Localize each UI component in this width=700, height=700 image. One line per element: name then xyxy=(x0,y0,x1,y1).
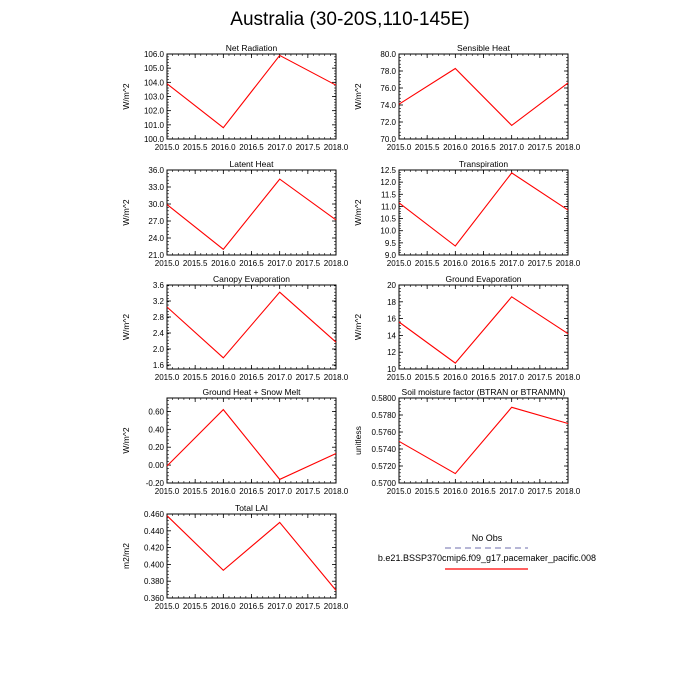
y-tick-label: 3.2 xyxy=(152,297,164,306)
y-axis-label: m2/m2 xyxy=(121,543,131,569)
y-tick-label: 11.0 xyxy=(381,202,396,212)
y-tick-label: 0.5720 xyxy=(371,462,396,471)
panel-title: Soil moisture factor (BTRAN or BTRANMN) xyxy=(401,387,566,397)
x-tick-label: 2016.0 xyxy=(443,259,468,268)
y-tick-label: 101.0 xyxy=(143,120,164,130)
x-tick-label: 2017.5 xyxy=(527,259,553,268)
panel-title: Net Radiation xyxy=(225,43,278,53)
x-tick-label: 2015.0 xyxy=(386,373,412,382)
x-tick-label: 2015.5 xyxy=(182,143,208,152)
y-axis-label: W/m^2 xyxy=(121,427,131,454)
x-tick-label: 2016.0 xyxy=(443,143,468,152)
x-tick-label: 2016.0 xyxy=(211,143,236,152)
y-tick-label: 76.0 xyxy=(380,84,396,93)
y-tick-label: 103.0 xyxy=(143,92,164,102)
y-tick-label: 9.0 xyxy=(384,251,396,260)
panel-title: Latent Heat xyxy=(229,159,274,169)
y-tick-label: 0.5760 xyxy=(371,428,396,437)
x-tick-label: 2017.5 xyxy=(527,487,553,496)
y-tick-label: 104.0 xyxy=(143,78,164,88)
x-tick-label: 2016.5 xyxy=(471,373,496,382)
y-tick-label: 105.0 xyxy=(143,64,164,74)
y-tick-label: 2.8 xyxy=(152,313,164,322)
x-tick-label: 2016.0 xyxy=(211,487,236,496)
x-tick-label: 2015.0 xyxy=(154,143,180,152)
series-line xyxy=(167,410,336,480)
x-tick-label: 2017.0 xyxy=(499,143,524,152)
panel-title: Ground Evaporation xyxy=(445,274,522,284)
x-tick-label: 2018.0 xyxy=(555,487,581,496)
x-tick-label: 2015.5 xyxy=(182,602,208,611)
x-tick-label: 2017.0 xyxy=(267,143,292,152)
y-tick-label: 20 xyxy=(387,281,396,290)
x-tick-label: 2015.0 xyxy=(154,259,180,268)
y-tick-label: 11.5 xyxy=(381,190,396,200)
y-tick-label: 106.0 xyxy=(143,50,164,59)
x-tick-label: 2017.5 xyxy=(295,143,321,152)
x-tick-label: 2016.5 xyxy=(239,259,264,268)
y-tick-label: 0.5800 xyxy=(371,394,396,403)
x-tick-label: 2015.0 xyxy=(154,602,180,611)
series-line xyxy=(399,407,568,473)
y-axis-label: W/m^2 xyxy=(353,83,363,110)
x-tick-label: 2017.5 xyxy=(295,259,321,268)
x-tick-label: 2017.0 xyxy=(267,487,292,496)
series-line xyxy=(167,55,336,127)
x-tick-label: 2017.0 xyxy=(499,259,524,268)
y-tick-label: 0.00 xyxy=(148,461,164,471)
y-tick-label: 80.0 xyxy=(380,50,396,59)
x-tick-label: 2016.5 xyxy=(471,259,496,268)
x-tick-label: 2017.0 xyxy=(499,373,524,382)
x-tick-label: 2016.0 xyxy=(443,487,468,496)
y-tick-label: 0.60 xyxy=(148,407,164,417)
x-tick-label: 2016.5 xyxy=(471,143,496,152)
series-line xyxy=(399,297,568,363)
x-tick-label: 2017.5 xyxy=(295,487,321,496)
y-tick-label: 72.0 xyxy=(380,118,396,127)
y-tick-label: 74.0 xyxy=(380,101,396,110)
x-tick-label: 2018.0 xyxy=(555,259,581,268)
y-tick-label: 27.0 xyxy=(148,217,164,226)
y-tick-label: 0.5740 xyxy=(371,445,396,454)
plot-frame xyxy=(399,285,568,369)
y-tick-label: 33.0 xyxy=(148,183,164,192)
y-tick-label: 3.6 xyxy=(152,281,164,290)
x-tick-label: 2016.5 xyxy=(239,143,264,152)
y-axis-label: W/m^2 xyxy=(121,313,131,341)
x-tick-label: 2015.0 xyxy=(386,487,412,496)
y-tick-label: 36.0 xyxy=(148,166,164,175)
y-tick-label: 12 xyxy=(387,348,396,358)
y-tick-label: 12.0 xyxy=(380,178,396,188)
x-tick-label: 2018.0 xyxy=(323,487,349,496)
x-tick-label: 2017.0 xyxy=(267,373,292,382)
x-tick-label: 2016.0 xyxy=(211,373,236,382)
y-tick-label: 0.20 xyxy=(148,443,164,453)
x-tick-label: 2016.0 xyxy=(443,373,468,382)
x-tick-label: 2017.0 xyxy=(499,487,524,496)
y-tick-label: 0.460 xyxy=(143,510,164,519)
series-line xyxy=(399,69,568,126)
series-line xyxy=(167,292,336,358)
y-tick-label: 78.0 xyxy=(380,67,396,76)
y-tick-label: 0.440 xyxy=(143,526,164,536)
x-tick-label: 2016.5 xyxy=(239,602,264,611)
plot-frame xyxy=(167,514,336,598)
x-tick-label: 2017.0 xyxy=(267,602,292,611)
y-tick-label: 10.5 xyxy=(380,214,396,224)
plot-frame xyxy=(167,54,336,139)
x-tick-label: 2016.5 xyxy=(239,487,264,496)
y-tick-label: 24.0 xyxy=(148,234,164,243)
x-tick-label: 2018.0 xyxy=(555,143,581,152)
series-line xyxy=(399,173,568,246)
page-title: Australia (30-20S,110-145E) xyxy=(230,9,470,30)
y-tick-label: 100.0 xyxy=(143,135,164,144)
x-tick-label: 2016.0 xyxy=(211,602,236,611)
legend-label-no-obs: No Obs xyxy=(471,533,503,543)
x-tick-label: 2017.5 xyxy=(527,373,553,382)
x-tick-label: 2016.0 xyxy=(211,259,236,268)
x-tick-label: 2015.5 xyxy=(414,373,440,382)
y-tick-label: 0.360 xyxy=(143,594,164,603)
y-tick-label: 10 xyxy=(387,365,396,374)
x-tick-label: 2015.0 xyxy=(154,373,180,382)
y-tick-label: 70.0 xyxy=(380,135,396,144)
x-tick-label: 2018.0 xyxy=(323,602,349,611)
y-axis-label: W/m^2 xyxy=(121,199,131,226)
y-tick-label: 12.5 xyxy=(380,166,396,175)
x-tick-label: 2015.5 xyxy=(182,487,208,496)
x-tick-label: 2017.5 xyxy=(295,373,321,382)
x-tick-label: 2018.0 xyxy=(323,373,349,382)
y-tick-label: 0.400 xyxy=(143,560,164,570)
plot-frame xyxy=(167,285,336,369)
x-tick-label: 2015.0 xyxy=(386,259,412,268)
y-tick-label: 9.5 xyxy=(384,238,396,248)
x-tick-label: 2016.5 xyxy=(239,373,264,382)
panel-title: Total LAI xyxy=(234,503,269,513)
y-tick-label: 0.420 xyxy=(143,543,164,553)
x-tick-label: 2015.5 xyxy=(414,259,440,268)
y-tick-label: 1.6 xyxy=(152,361,164,370)
x-tick-label: 2018.0 xyxy=(323,143,349,152)
y-tick-label: 0.5700 xyxy=(371,479,396,488)
series-line xyxy=(167,516,336,591)
x-tick-label: 2017.5 xyxy=(527,143,553,152)
x-tick-label: 2016.5 xyxy=(471,487,496,496)
plot-frame xyxy=(399,170,568,255)
x-tick-label: 2015.5 xyxy=(182,373,208,382)
y-axis-label: W/m^2 xyxy=(353,199,363,226)
x-tick-label: 2015.5 xyxy=(414,487,440,496)
x-tick-label: 2017.5 xyxy=(295,602,321,611)
y-tick-label: 0.40 xyxy=(148,425,164,435)
series-line xyxy=(167,179,336,249)
plot-frame xyxy=(167,170,336,255)
y-tick-label: 16 xyxy=(387,314,396,324)
y-axis-label: W/m^2 xyxy=(121,83,131,110)
x-tick-label: 2018.0 xyxy=(323,259,349,268)
y-tick-label: 2.4 xyxy=(152,329,164,338)
y-axis-label: W/m^2 xyxy=(353,313,363,341)
y-tick-label: 0.380 xyxy=(143,577,164,587)
y-tick-label: 102.0 xyxy=(143,106,164,116)
y-tick-label: 18 xyxy=(387,297,396,307)
x-tick-label: 2015.0 xyxy=(154,487,180,496)
panel-title: Transpiration xyxy=(458,159,509,169)
panel-title: Canopy Evaporation xyxy=(212,274,291,284)
panel-title: Sensible Heat xyxy=(457,43,510,53)
y-tick-label: 0.5780 xyxy=(371,411,396,420)
legend-label-model: b.e21.BSSP370cmip6.f09_g17.pacemaker_pacific.008 xyxy=(377,553,597,563)
y-tick-label: 30.0 xyxy=(148,200,164,209)
x-tick-label: 2017.0 xyxy=(267,259,292,268)
x-tick-label: 2015.5 xyxy=(182,259,208,268)
y-tick-label: 21.0 xyxy=(148,251,164,260)
y-tick-label: 14 xyxy=(387,331,396,341)
x-tick-label: 2015.0 xyxy=(386,143,412,152)
x-tick-label: 2018.0 xyxy=(555,373,581,382)
panel-title: Ground Heat + Snow Melt xyxy=(202,387,301,397)
y-axis-label: unitless xyxy=(353,426,363,455)
y-tick-label: -0.20 xyxy=(145,479,164,488)
y-tick-label: 10.0 xyxy=(380,226,396,236)
y-tick-label: 2.0 xyxy=(152,345,164,354)
x-tick-label: 2015.5 xyxy=(414,143,440,152)
